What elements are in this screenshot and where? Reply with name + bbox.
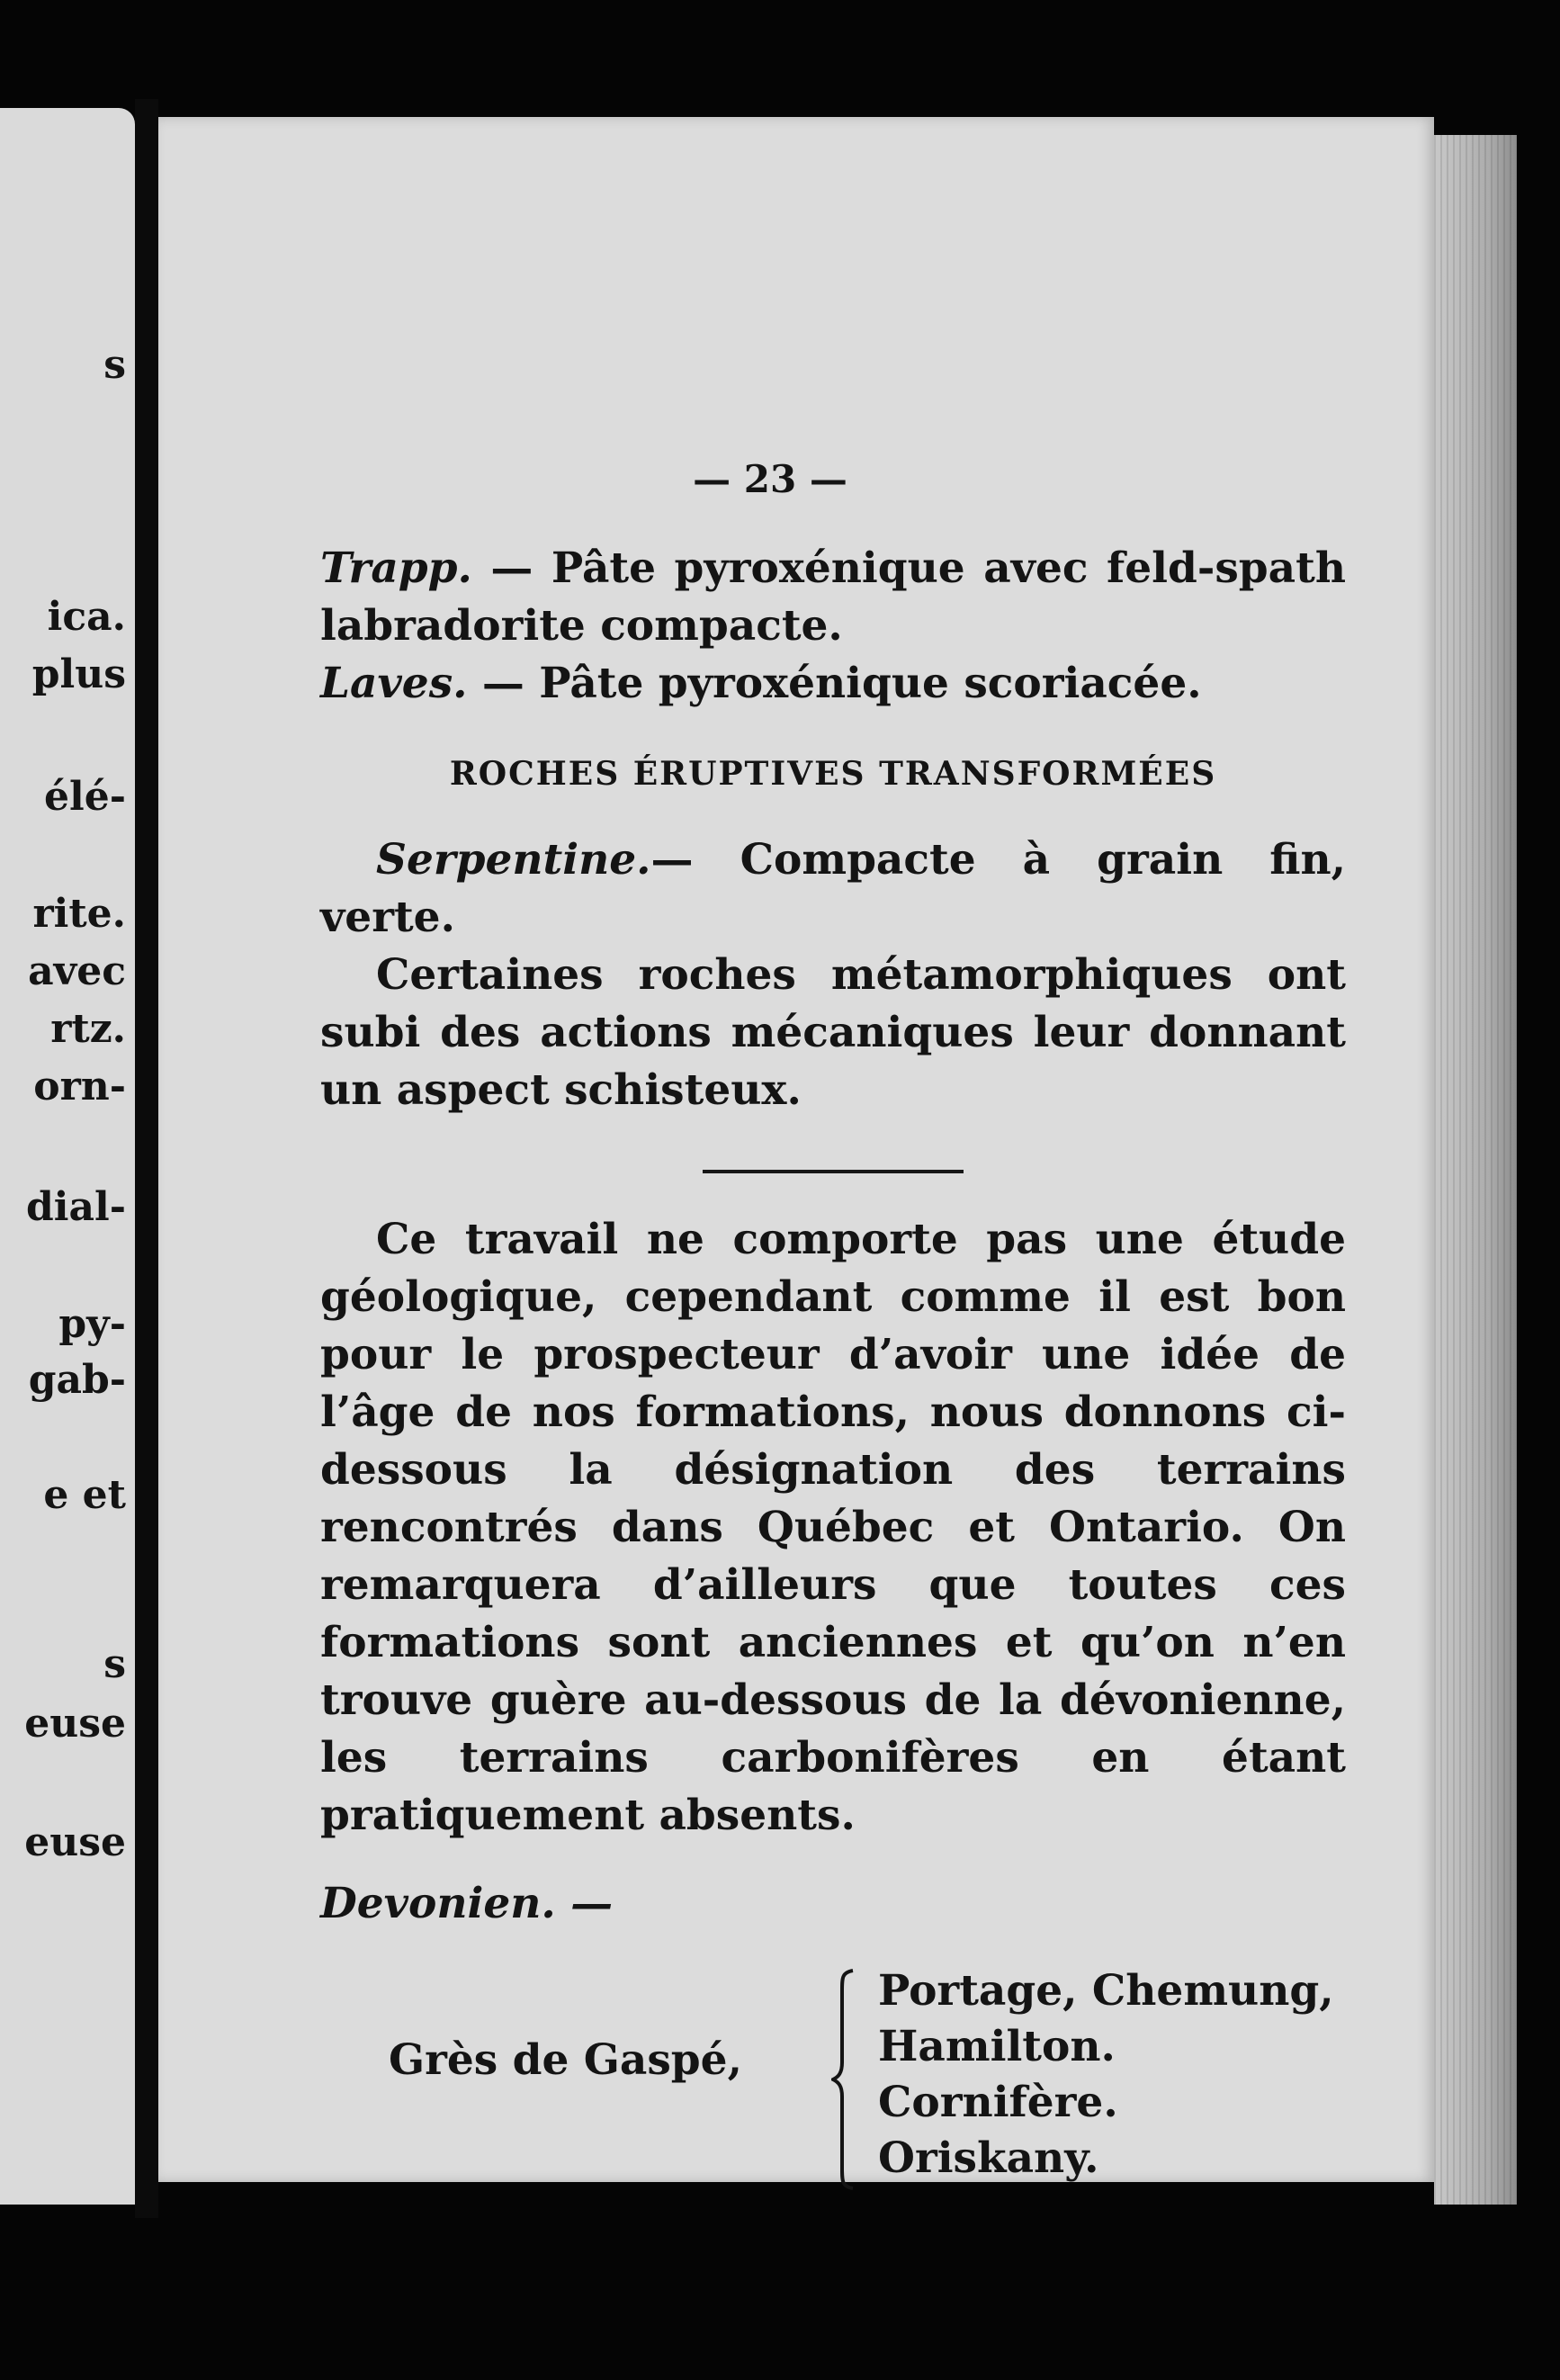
facing-page-fragment: gab- [28,1357,126,1403]
facing-page-fragment: s [103,1641,126,1687]
facing-page-fragment: rtz. [50,1006,126,1052]
page-edge-stack [1434,135,1517,2205]
facing-page-fragment: s [103,342,126,388]
facing-page-fragment: orn- [33,1064,126,1109]
facing-page-fragment: euse [24,1819,126,1865]
trapp-paragraph [320,540,1346,655]
facing-page [0,108,135,2205]
formation-item: Oriskany. [878,2133,1099,2183]
facing-page-fragment: euse [24,1701,126,1747]
page-body [320,459,1346,2206]
devonian-heading: Devonien. — [320,1879,614,1928]
intro-paragraph: Ce travail ne comporte pas une étude géologique, cependant comme il est bon pour le prospecteur d’avoir une idée de l’âge de nos formations, nous donnons ci-dessous la désignation des terrains rencontrés dans Québec et Ontario. On remarquera d’ailleurs que toutes ces formations sont anciennes et qu’on n’en trouve guère au-dessous de la dévonienne, les terrains carbonifères en étant pratiquement absents. [320,1215,1346,1840]
trapp-term: Trapp. [320,543,472,593]
gaspe-label: Grès de Gaspé, [389,2035,742,2085]
trapp-text: — Pâte pyroxénique avec feld-spath labradorite compacte. [320,543,1346,651]
book-page [158,117,1434,2182]
formation-item: Cornifère. [878,2078,1118,2127]
facing-page-fragment: e et [43,1472,126,1518]
serpentine-paragraph [320,831,1346,947]
laves-text: — Pâte pyroxénique scoriacée. [467,659,1202,708]
serpentine-text: — Compacte à grain fin, verte. [320,835,1346,942]
facing-page-fragment: élé- [44,774,126,820]
book-gutter [135,99,158,2218]
laves-paragraph [320,655,1346,713]
facing-page-fragment: ica. [47,594,126,640]
facing-page-fragment: dial- [26,1184,126,1230]
formation-group [320,1963,1346,2206]
formation-item: Hamilton. [878,2022,1116,2071]
formation-item: Portage, Chemung, [878,1966,1334,2016]
serpentine-term: Serpentine. [376,835,651,885]
facing-page-fragment: plus [31,651,126,697]
facing-page-fragment: rite. [32,891,126,937]
metamorphic-paragraph: Certaines roches métamorphiques ont subi des actions mécaniques leur donnant un aspect schisteux. [320,950,1346,1115]
section-divider [703,1170,964,1173]
curly-brace-icon [831,1967,858,2192]
facing-page-fragment: avec [28,948,126,994]
laves-term: Laves. [320,659,468,708]
page-number: — 23 — [693,457,847,501]
facing-page-fragment: py- [58,1301,126,1347]
formation-list [878,1963,1334,2187]
section-heading: ROCHES ÉRUPTIVES TRANSFORMÉES [449,755,1217,793]
